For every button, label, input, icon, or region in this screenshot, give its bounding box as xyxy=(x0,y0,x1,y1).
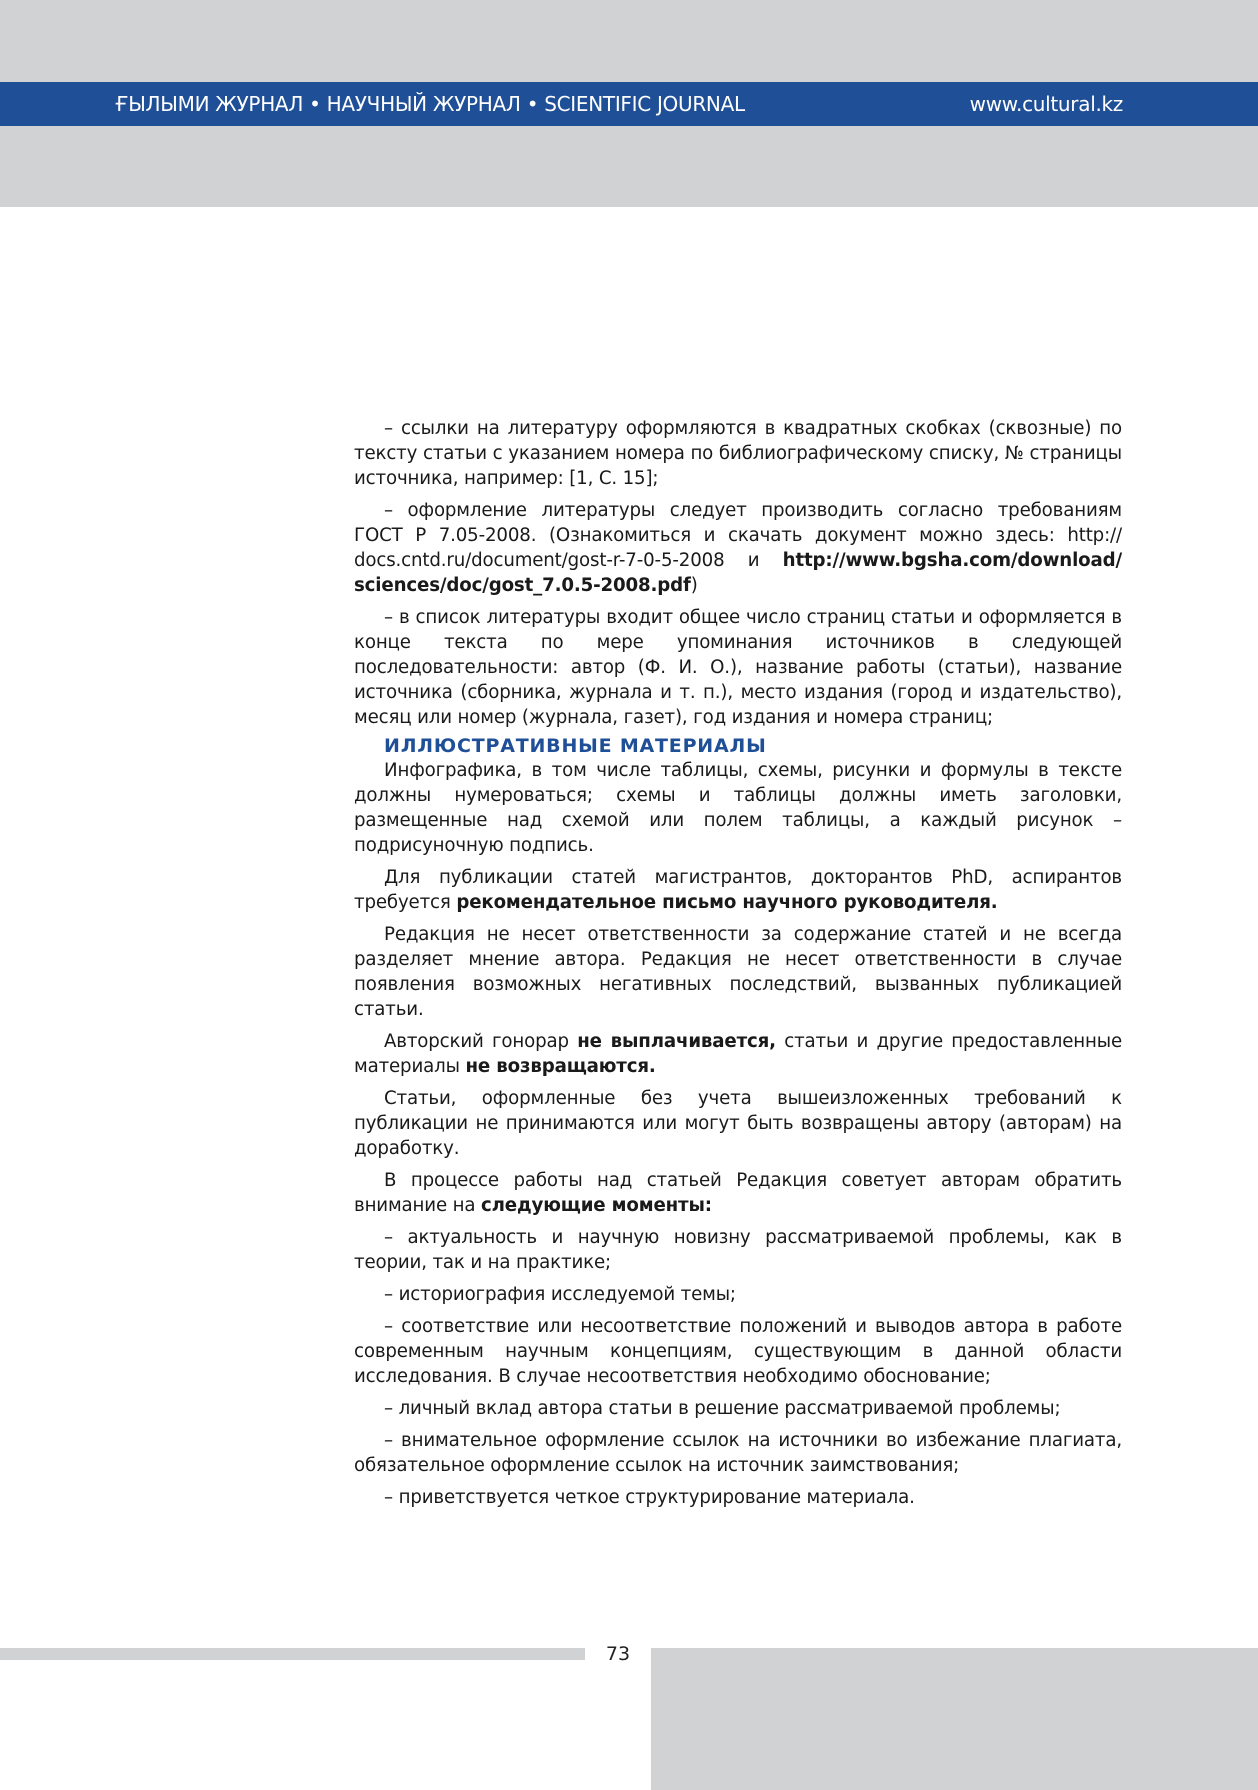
paragraph-infographics: Инфографика, в том числе таблицы, схемы, рисунки и формулы в тексте должны нумероваться; схемы и таблицы должны иметь заголовки, размещенные над схемой или полем таблицы, а каждый рисунок – подрисуночную подпись. xyxy=(354,760,1122,856)
list-item-plagiarism: – внимательное оформление ссылок на источники во избежание плагиата, обязательное оформление ссылок на источник заимствования; xyxy=(354,1430,1122,1476)
attention-bold: следующие моменты: xyxy=(481,1195,712,1216)
list-item-structure: – приветствуется четкое структурирование материала. xyxy=(384,1487,915,1508)
fee-bold-2: не возвращаются. xyxy=(465,1056,656,1077)
journal-title: ҒЫЛЫМИ ЖУРНАЛ • НАУЧНЫЙ ЖУРНАЛ • SCIENTIFIC JOURNAL xyxy=(115,92,745,116)
paragraph-gost-requirements xyxy=(354,498,1122,598)
journal-header-band xyxy=(0,82,1258,126)
page-number: 73 xyxy=(605,1643,631,1665)
paragraph-requirements-note: Статьи, оформленные без учета вышеизложенных требований к публикации не принимаются или могут быть возвращены автору (авторам) на доработку. xyxy=(354,1088,1122,1159)
footer-gray-block xyxy=(651,1648,1258,1790)
section-heading-illustrations: ИЛЛЮСТРАТИВНЫЕ МАТЕРИАЛЫ xyxy=(384,735,767,757)
gost-text: – оформление литературы следует производить согласно требованиям ГОСТ Р 7.05-2008. (Ознакомиться и скачать документ можно здесь: http:// docs.cntd.ru/document/gost-r-7-0-5-2008 и xyxy=(354,500,1122,571)
paragraph-editorial-responsibility: Редакция не несет ответственности за содержание статей и не всегда разделяет мнение автора. Редакция не несет ответственности в случае появления возможных негативных последствий, вызванных публикацией статьи. xyxy=(354,924,1122,1020)
paragraph-recommendation-letter xyxy=(354,865,1122,915)
website-link[interactable]: www.cultural.kz xyxy=(969,92,1123,116)
article-body xyxy=(354,416,1122,1517)
gost-download-link[interactable]: http://www.bgsha.com/download/ sciences/doc/gost_7.0.5-2008.pdf xyxy=(354,550,1122,596)
recommendation-text: Для публикации статей магистрантов, докторантов PhD, аспирантов требуется xyxy=(354,867,1122,913)
fee-text-2: статьи и другие предоставленные материалы xyxy=(354,1031,1122,1077)
paragraph-references-format: – ссылки на литературу оформляются в квадратных скобках (сквозные) по тексту статьи с указанием номера по библиографическому списку, № страницы источника, например: [1, С. 15]; xyxy=(354,418,1122,489)
paragraph-reference-list: – в список литературы входит общее число страниц статьи и оформляется в конце текста по мере упоминания источников в следующей последовательности: автор (Ф. И. О.), название работы (статьи), название источника (сборника, журнала и т. п.), место издания (город и издательство), месяц или номер (журнала, газет), год издания и номера страниц; xyxy=(354,607,1122,728)
gost-text-end: ) xyxy=(690,575,698,596)
fee-text-1: Авторский гонорар xyxy=(384,1031,578,1052)
paragraph-attention-points xyxy=(354,1168,1122,1218)
list-item-contribution: – личный вклад автора статьи в решение рассматриваемой проблемы; xyxy=(384,1398,1061,1419)
list-item-historiography: – историография исследуемой темы; xyxy=(384,1284,736,1305)
list-item-concepts: – соответствие или несоответствие положений и выводов автора в работе современным научным концепциям, существующим в данной области исследования. В случае несоответствия необходимо обоснование; xyxy=(354,1316,1122,1387)
paragraph-author-fee xyxy=(354,1029,1122,1079)
recommendation-bold: рекомендательное письмо научного руководителя. xyxy=(456,892,998,913)
attention-text: В процессе работы над статьей Редакция советует авторам обратить внимание на xyxy=(354,1170,1122,1216)
list-item-relevance: – актуальность и научную новизну рассматриваемой проблемы, как в теории, так и на практике; xyxy=(354,1227,1122,1273)
fee-bold-1: не выплачивается, xyxy=(577,1031,776,1052)
footer-gray-line xyxy=(0,1648,585,1660)
